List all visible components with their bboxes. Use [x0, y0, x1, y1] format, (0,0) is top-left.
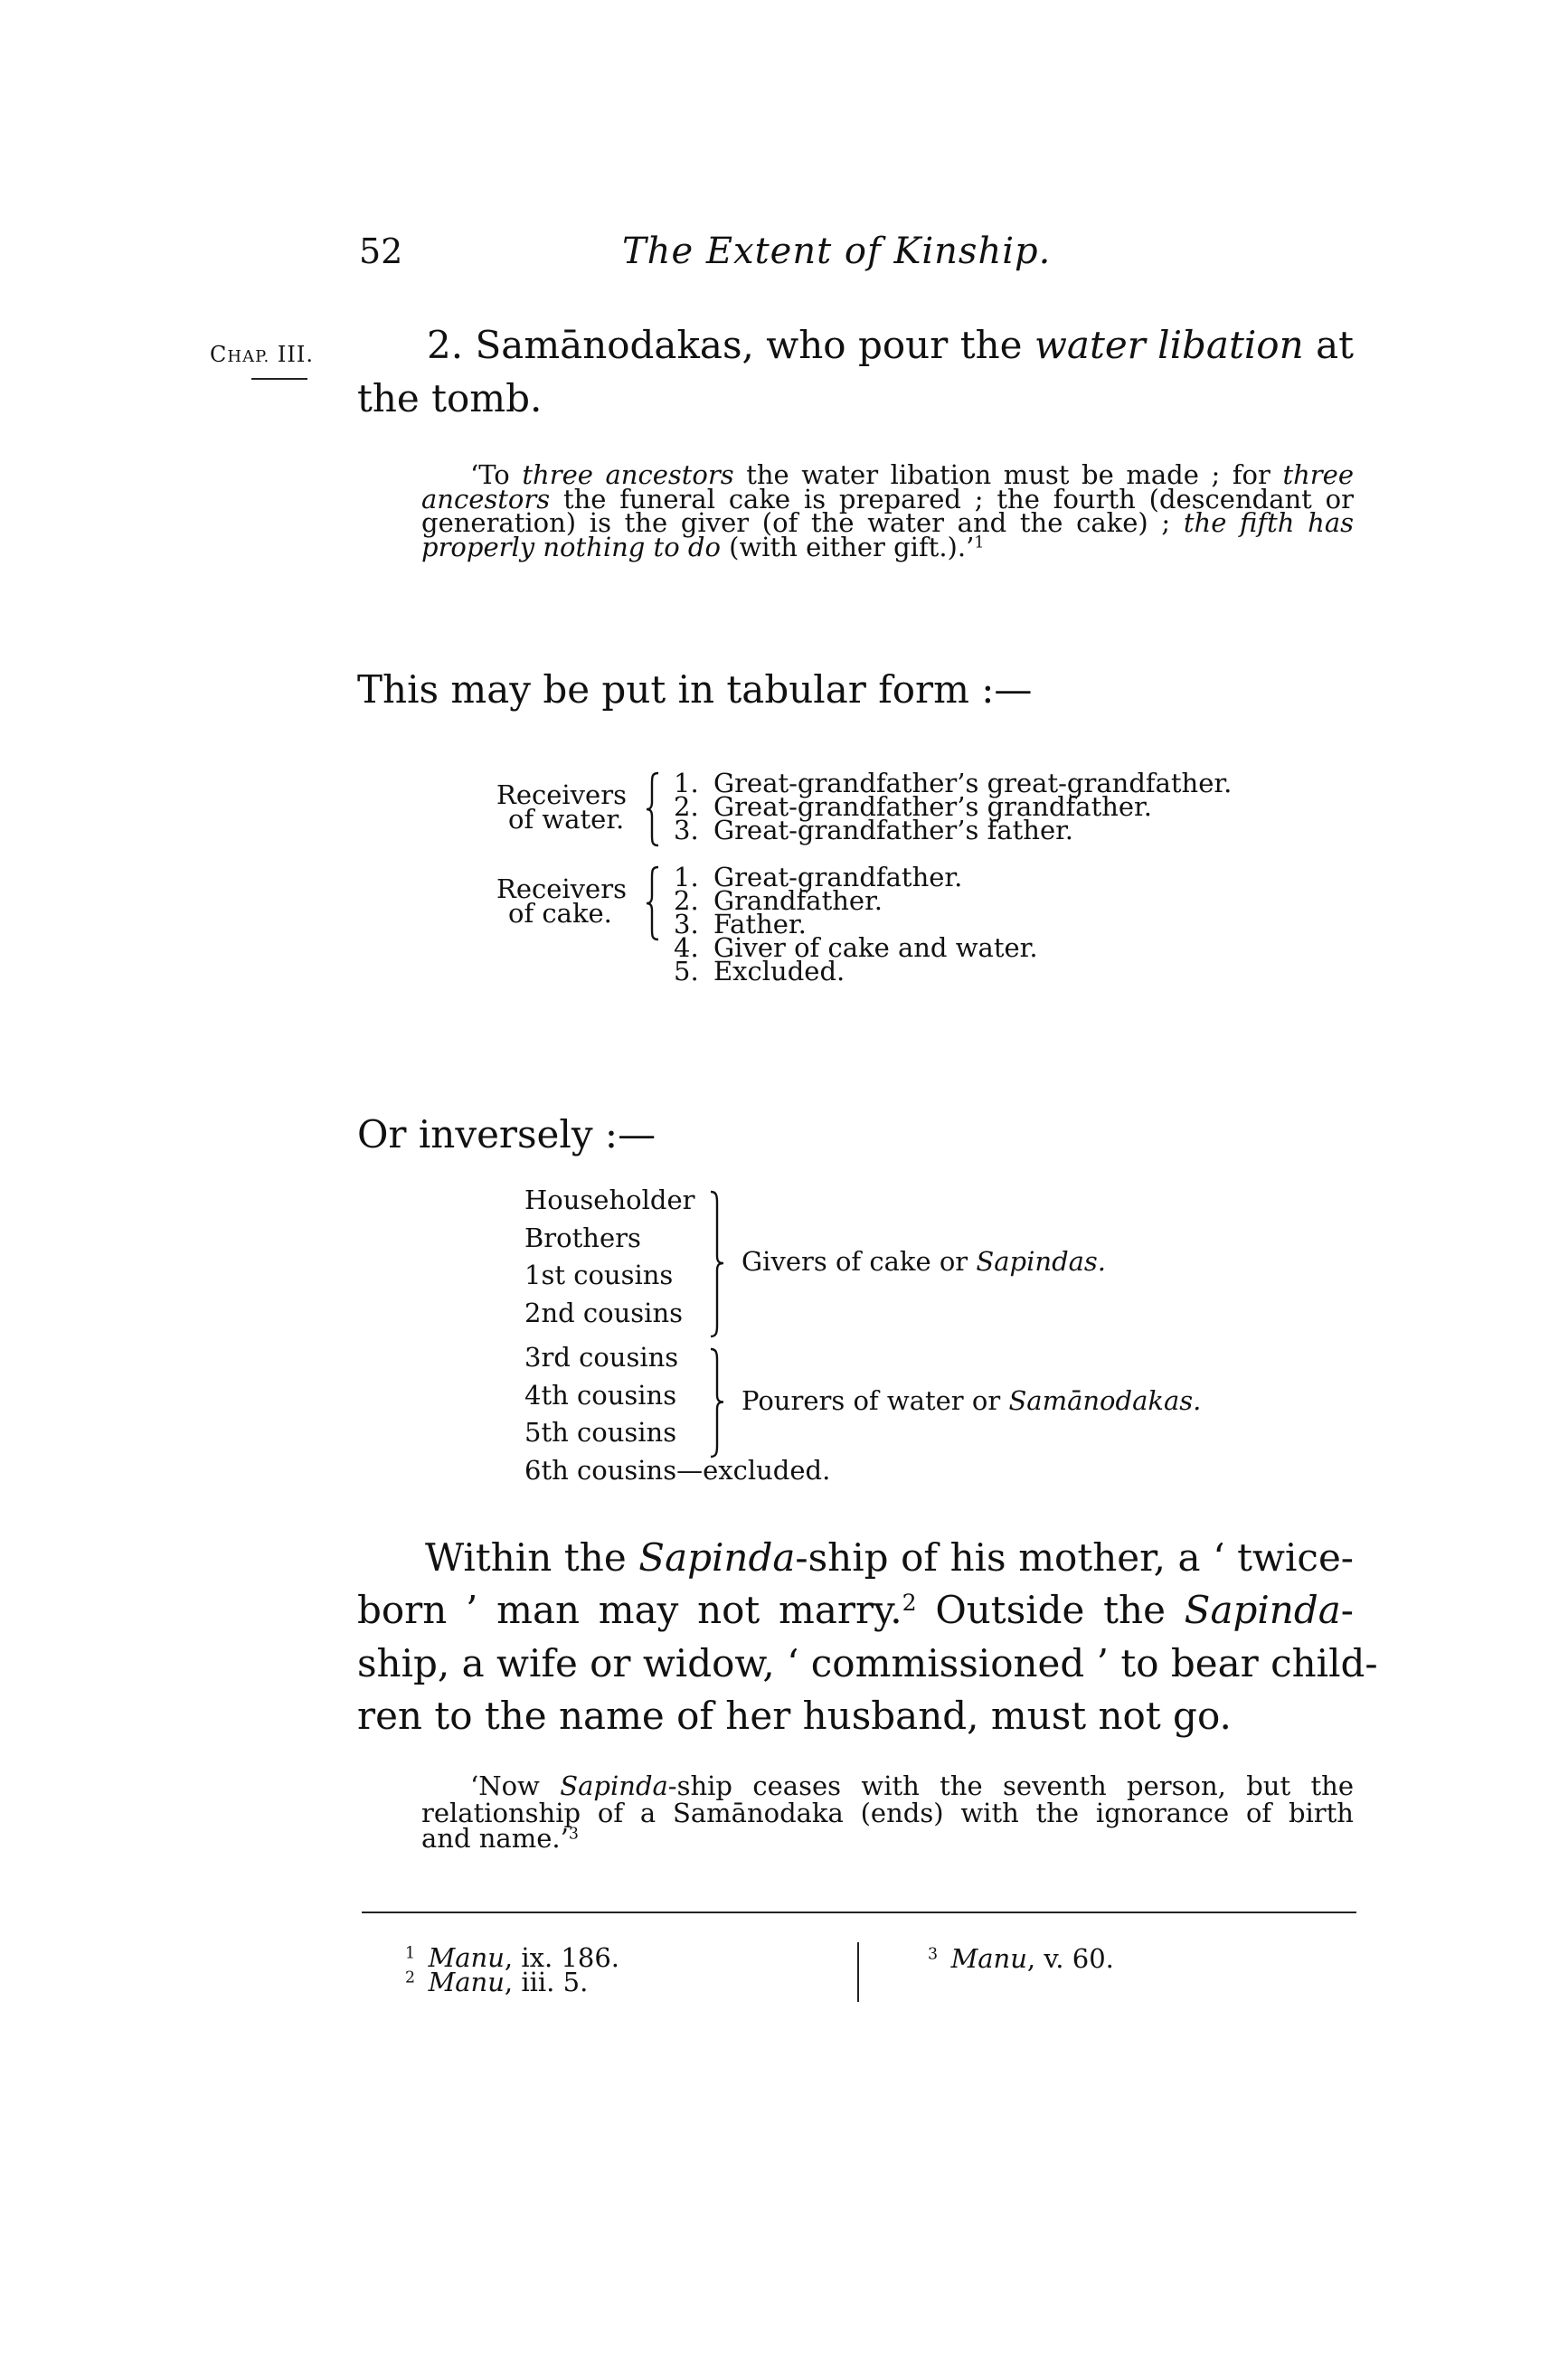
italic-run: Sapinda: [560, 1770, 668, 1801]
text-run: Outside the: [916, 1588, 1185, 1632]
tabular-intro: This may be put in tabular form :—: [357, 667, 1033, 712]
paragraph-line: [357, 1640, 1378, 1687]
quote-line: [470, 1772, 1354, 1799]
kin-member: 3rd cousins: [524, 1342, 679, 1373]
footnote-source: Manu: [428, 1967, 505, 1997]
quote-line: [421, 1825, 1354, 1852]
item-text: Great-grandfather’s grandfather.: [713, 791, 1152, 822]
text-run: and name.’: [421, 1823, 569, 1854]
italic-run: the fifth has: [1183, 507, 1355, 538]
kin-member: 2nd cousins: [524, 1297, 684, 1328]
right-brace-icon: [708, 1347, 728, 1460]
text-run: born ’ man may not marry.: [357, 1588, 902, 1632]
excluded-row: 6th cousins—excluded.: [524, 1454, 831, 1486]
left-brace-icon: [644, 771, 662, 847]
quote-line: [421, 533, 1354, 561]
paragraph-line: [425, 1534, 1354, 1581]
italic-run: Sapinda: [1184, 1588, 1341, 1632]
group-label: Receivers: [496, 779, 627, 810]
item-text: Great-grandfather.: [713, 862, 963, 892]
kin-member: 1st cousins: [524, 1260, 674, 1290]
right-brace-icon: [708, 1190, 728, 1340]
text-run: Within the: [425, 1535, 639, 1580]
item-number: 1.: [674, 862, 699, 892]
group-label: of water.: [508, 804, 625, 835]
left-brace-icon: [644, 865, 662, 941]
chapter-note-rule: [251, 378, 307, 380]
paragraph-line: [357, 1587, 1354, 1634]
running-title: The Extent of Kinship.: [622, 231, 1052, 272]
text-run: ‘Now: [470, 1770, 561, 1801]
italic-run: three: [1282, 459, 1354, 490]
section-heading-line-1: [357, 322, 1354, 369]
item-number: 5.: [674, 956, 699, 986]
role-text: Pourers of water or: [741, 1384, 1009, 1416]
footnote-ref: 2: [902, 1590, 917, 1617]
footnote-rule: [362, 1912, 1356, 1913]
paragraph-line: [357, 1693, 1354, 1740]
item-text: Great-grandfather’s father.: [713, 815, 1073, 845]
text-run: (with either gift.).’: [720, 532, 975, 562]
text-run: -: [1340, 1588, 1354, 1632]
kin-member: 5th cousins: [524, 1417, 677, 1448]
text-run: the water libation must be made ; for: [733, 459, 1283, 490]
footnote-source: Manu: [428, 1942, 505, 1973]
item-number: 1.: [674, 768, 699, 798]
footnote-ref-text: , ix. 186.: [504, 1942, 619, 1973]
text-run: the funeral cake is prepared ; the fourth (descendant or: [550, 484, 1354, 514]
text-run: relationship of a Samānodaka (ends) with the ignorance of birth: [421, 1798, 1354, 1828]
section-number: 2.: [427, 323, 464, 367]
page-number: 52: [359, 231, 403, 271]
item-number: 4.: [674, 932, 699, 963]
section-heading-tail: at: [1316, 323, 1354, 367]
group-label: Receivers: [496, 873, 627, 904]
section-heading-line-2: the tomb.: [357, 376, 543, 420]
item-text: Giver of cake and water.: [713, 932, 1038, 963]
footnote-marker: 1: [405, 1944, 416, 1963]
item-number: 3.: [674, 815, 699, 845]
italic-run: ancestors: [421, 484, 551, 514]
role-italic: Sapindas.: [976, 1246, 1107, 1277]
kin-role: [741, 1248, 1106, 1275]
role-italic: Samānodakas.: [1008, 1384, 1202, 1416]
role-text: Givers of cake or: [741, 1246, 977, 1277]
kin-member: Householder: [524, 1185, 695, 1215]
item-text: Great-grandfather’s great-grandfather.: [713, 768, 1233, 798]
footnote-column-divider: [857, 1942, 859, 2002]
chapter-margin-note: [210, 342, 314, 370]
chapter-label-initial: C: [210, 342, 228, 367]
footnote-marker: 2: [405, 1968, 416, 1987]
kin-member: 4th cousins: [524, 1379, 677, 1411]
item-number: 2.: [674, 885, 699, 916]
italic-run: Sapinda: [638, 1535, 796, 1580]
kin-role: [741, 1384, 1202, 1416]
footnote-ref: 3: [568, 1825, 579, 1844]
footnote-ref-text: , v. 60.: [1026, 1943, 1114, 1974]
section-heading-italic: water libation: [1034, 323, 1304, 367]
italic-run: three ancestors: [522, 459, 734, 490]
footnote-ref-text: , iii. 5.: [504, 1967, 589, 1997]
footnote: [928, 1945, 1114, 1972]
section-heading-text: Samānodakas, who pour the: [475, 323, 1023, 367]
item-number: 2.: [674, 791, 699, 822]
footnote: [405, 1968, 588, 1996]
item-text: Grandfather.: [713, 885, 883, 916]
text-run: ren to the name of her husband, must not go.: [357, 1694, 1232, 1738]
group-label: of cake.: [508, 898, 612, 929]
text-run: ‘To: [470, 459, 523, 490]
inverse-intro: Or inversely :—: [357, 1112, 656, 1156]
chapter-number: III.: [277, 342, 314, 367]
italic-run: properly nothing to do: [421, 532, 721, 562]
text-run: -ship ceases with the seventh person, but the: [667, 1770, 1354, 1801]
text-run: ship, a wife or widow, ‘ commissioned ’ to bear child-: [357, 1641, 1378, 1685]
footnote-source: Manu: [950, 1943, 1027, 1974]
item-text: Father.: [713, 909, 807, 939]
item-number: 3.: [674, 909, 699, 939]
chapter-label-smallcaps: HAP.: [227, 347, 270, 366]
text-run: generation) is the giver (of the water and the cake) ;: [421, 507, 1184, 538]
footnote-ref: 1: [974, 533, 985, 552]
item-text: Excluded.: [713, 956, 845, 986]
footnote-marker: 3: [928, 1945, 939, 1964]
kin-member: Brothers: [524, 1222, 641, 1253]
text-run: -ship of his mother, a ‘ twice-: [795, 1535, 1355, 1580]
